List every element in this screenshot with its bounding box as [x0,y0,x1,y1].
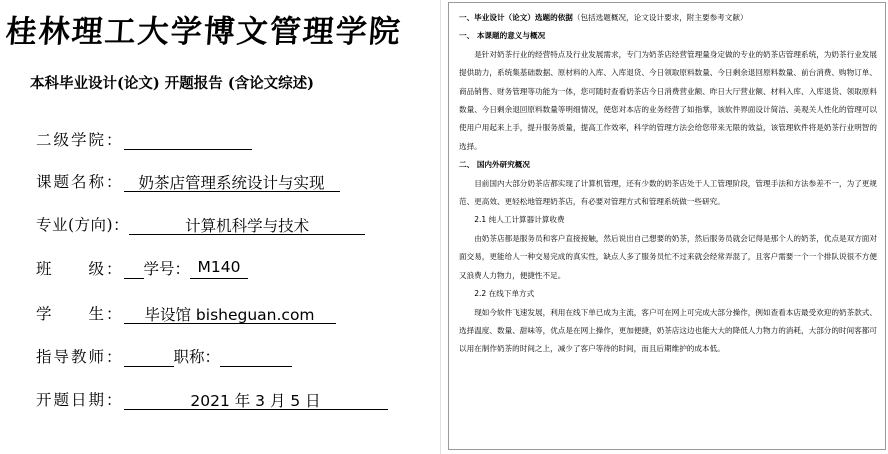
section1-heading [459,9,877,27]
proposal-page [448,2,886,450]
start-date-row [36,388,388,412]
student-field[interactable]: 毕设馆 bisheguan.com [124,303,336,324]
sub1-heading: 一、 本课题的意义与概况 [459,31,546,41]
topic-row [36,170,340,194]
major-field[interactable]: 计算机科学与技术 [129,214,365,235]
s21-heading: 2.1 纯人工计算器计算收费 [474,215,565,225]
section1-note: （包括选题概况，论文设计要求，附主要参考文献） [572,13,748,22]
title-field[interactable] [220,346,292,367]
college-row [36,128,252,152]
start-date-label: 开题日期： [36,391,124,409]
major-row [36,213,365,237]
student-id-field[interactable]: M140 [190,258,248,279]
class-row [36,257,248,281]
class-field[interactable] [124,258,144,279]
sub2-paragraph: 目前国内大部分奶茶店都实现了计算机管理，还有少数的奶茶店处于人工管理阶段，管理手法和方法参差不一，为了更规范、更高效、更轻松地管理奶茶店，有必要对管理方式和管理系统做一些研究。 [459,178,877,207]
sub1-paragraph: 是针对奶茶行业的经营特点及行业发展需求，专门为奶茶店经营管理量身定做的专业的奶茶店管理系统，为奶茶行业发展提供助力，系统集基础数据、原材料的入库、入库退货、今日领取原料数量、今日剩余退回原料数量、前台消费、购物订单、商品销售、财务管理等功能为一体，您可随时查看奶茶店今日消费营业额、昨日大厅营业额、材料入库、入库退货、领取原料数量、今日剩余退回原料数量等明细情况，使您对本店的业务经营了如指掌，该软件界面设计简洁、美观关人性化的管理可以使用户用起来上手，提升服务质量，提高工作效率，科学的管理方法会给您带来无限的效益，该管理软件将是奶茶行业明智的选择。 [459,49,877,151]
start-date-field[interactable]: 2021 年 3 月 5 日 [124,389,388,410]
cover-page [0,0,440,454]
major-label: 专业(方向)： [36,216,130,234]
topic-field[interactable]: 奶茶店管理系统设计与实现 [124,171,340,192]
class-label: 班 级： [36,260,124,278]
student-row [36,302,336,326]
section1-title: 一、毕业设计（论文）选题的依据 [459,13,573,22]
student-label: 学 生： [36,305,124,323]
page-divider [440,0,441,454]
advisor-label: 指导教师： [36,348,124,366]
advisor-field[interactable] [124,346,174,367]
s21-paragraph: 由奶茶店都是服务员和客户直接接触，然后说出自己想要的奶茶，然后服务员就会记得是那个人的奶茶，优点是双方面对面交易，更能给人一种交易完成的真实性，缺点人多了服务员忙不过来就会经常弄混了，且客户需要一个一个排队说很不方便又浪费人力物力，便捷性不足。 [459,233,877,280]
university-name: 桂林理工大学博文管理学院 [4,14,404,50]
college-label: 二级学院： [36,131,124,149]
sub2-heading: 二、 国内外研究概况 [459,160,530,170]
student-id-label: 学号： [143,260,191,278]
college-field[interactable] [124,129,252,150]
advisor-row [36,345,292,369]
s22-heading: 2.2 在线下单方式 [474,289,535,299]
s22-paragraph: 现如今软件飞速发展，利用在线下单已成为主流，客户可在网上可完成大部分操作，例如查看本店最受欢迎的奶茶款式、选择温度、数量、甜味等，优点是在网上操作，更加便捷，奶茶店这边也能大大的降低人力物力的消耗，大部分的时间客都可以用在制作奶茶的时间之上，减少了客户等待的时间，而且后期维护的成本低。 [459,307,877,354]
report-subtitle: 本科毕业设计(论文) 开题报告 (含论文综述) [30,75,315,92]
title-label: 职称： [173,348,221,366]
topic-label: 课题名称： [36,173,124,191]
